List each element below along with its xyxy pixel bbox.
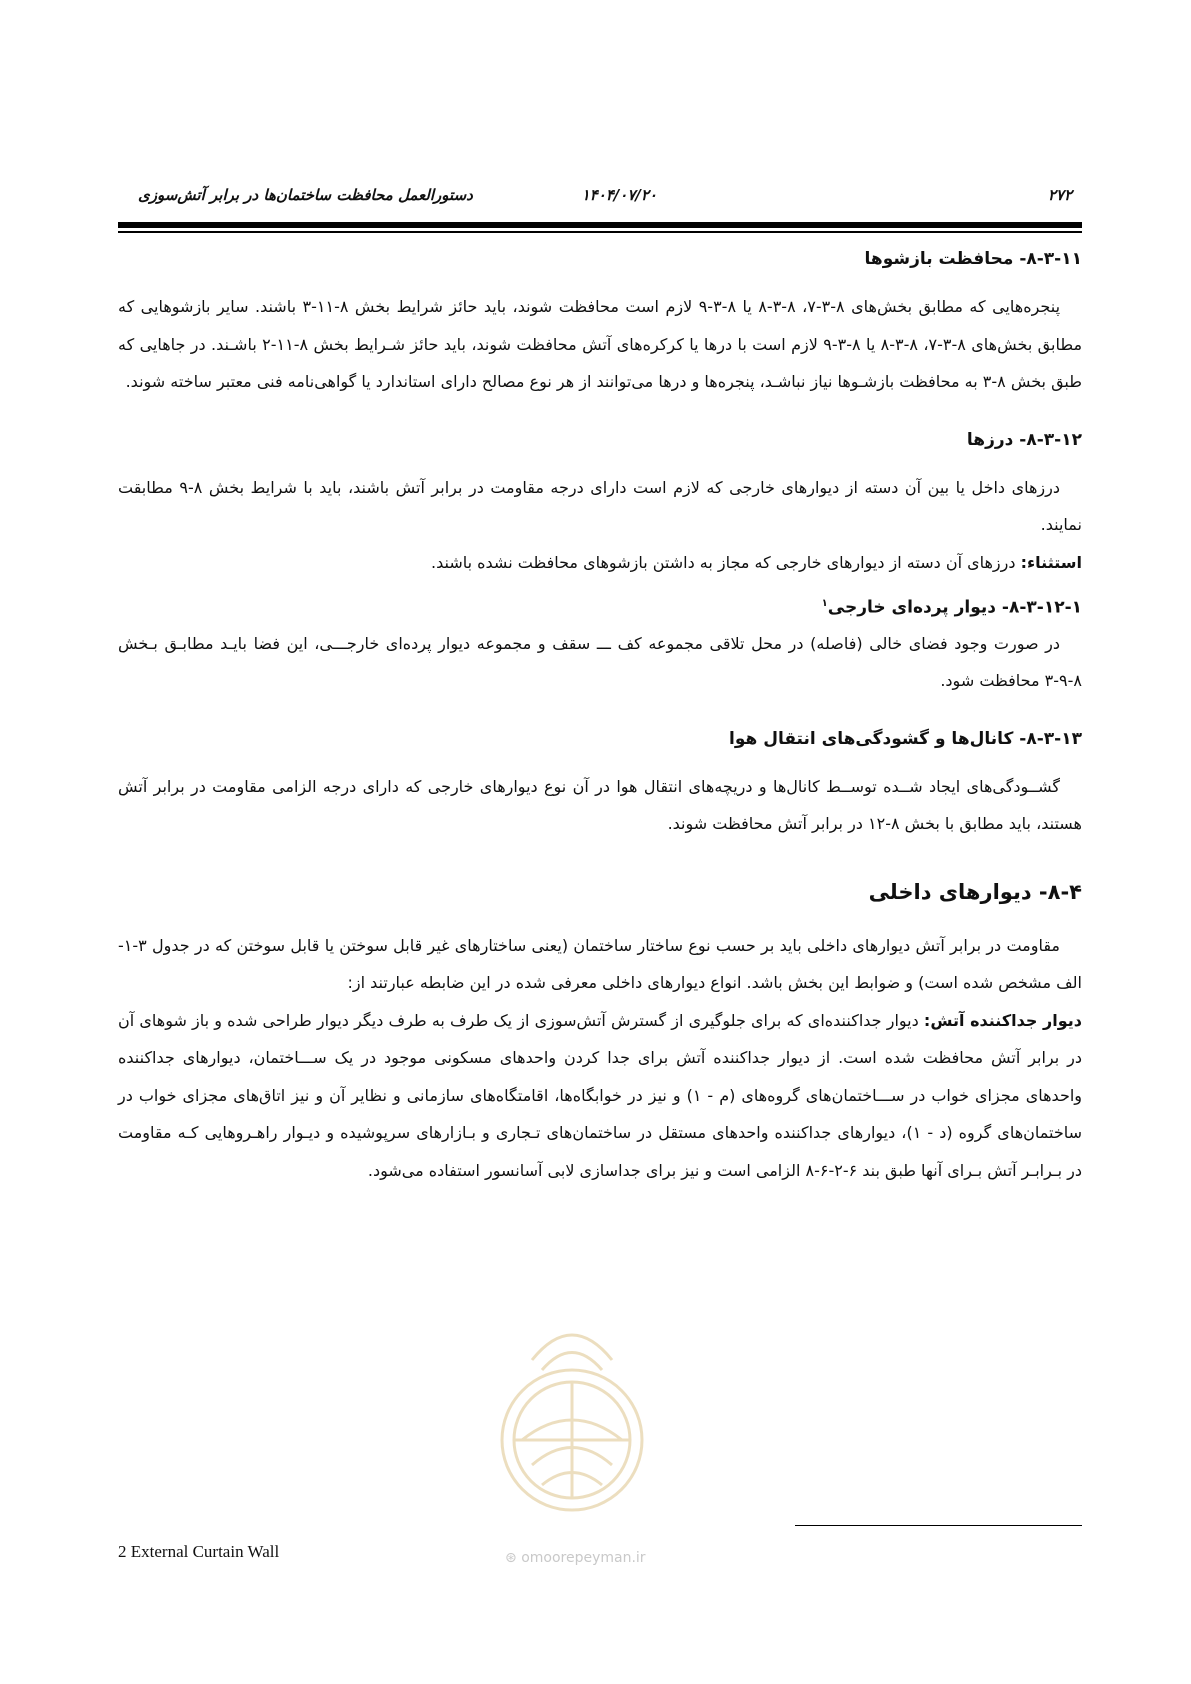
header-rule-thin [118,231,1082,233]
section-heading-8-3-13: ۸-۳-۱۳- کانال‌ها و گشودگی‌های انتقال هوا [729,728,1082,749]
exception-label: استثناء: [1020,552,1082,572]
exception-paragraph [118,544,1082,582]
section-heading-8-3-11: ۸-۳-۱۱- محافظت بازشوها [864,249,1082,269]
page-number: ۲۷۲ [1047,186,1072,204]
section-heading-8-3-12: ۸-۳-۱۲- درزها [966,429,1082,450]
page-body [118,246,1082,1189]
section-8-3-12-paragraph: درزهای داخل یا بین آن دسته از دیوارهای خارجی که لازم است دارای درجه مقاومت در برابر آتش باشند، باید با شرایط بخش ۸-۹ مطابقت نمایند. [118,477,1082,534]
subsection-heading-8-3-12-1 [118,591,1082,621]
section-8-3-11-paragraph: پنجره‌هایی که مطابق بخش‌های ۸-۳-۷، ۸-۳-۸ یا ۸-۳-۹ لازم است محافظت شوند، باید حائز شرایط بخش ۸-۱۱-۳ باشند. سایر بازشوهایی که مطابق بخش‌های ۸-۳-۷، ۸-۳-۸ یا ۸-۳-۹ لازم است با درها یا کرکره‌های آتش محافظت شوند، باید حائز شـرایط بخش ۸-۱۱-۲ باشـند. در جاهایی که طبق بخش ۸-۳ به محافظت بازشـوها نیاز نباشـد، پنجره‌ها و درها می‌توانند از هر نوع مصالح دارای استاندارد یا گواهی‌نامه فنی معتبر ساخته شوند. [118,297,1083,391]
section-8-3-13-paragraph: گشــودگی‌های ایجاد شــده توســط کانال‌ها و دریچه‌های انتقال هوا در آن نوع دیوارهای خارجی که دارای درجه الزامی مقاومت در برابر آتش هستند، باید مطابق با بخش ۸-۱۲ در برابر آتش محافظت شوند. [118,776,1082,834]
page-header [118,186,1082,208]
watermark-url-text: omoorepeyman.ir [521,1550,646,1566]
definition-label: دیوار جداکننده آتش: [923,1010,1082,1030]
watermark-url: ⊛ omoorepeyman.ir [505,1550,646,1566]
subsection-8-3-12-1-paragraph: در صورت وجود فضای خالی (فاصله) در محل تلاقی مجموعه کف ـــ سقف و مجموعه دیوار پرده‌ای خارجـــی، این فضا بایـد مطابـق بـخش ۸-۹-۳ محافظت شود. [118,633,1082,691]
definition-text: دیوار جداکننده‌ای که برای جلوگیری از گسترش آتش‌سوزی از یک طرف به طرف دیگر دیوار طراحی شده و باز شوهای آن در برابر آتش محافظت شده است. از دیوار جداکننده آتش برای جدا کردن واحدهای مسکونی موجود در یک ســـاختمان، دیوارهای جداکننده واحدهای مجزای خواب در ســـاختمان‌های گروه‌های (م - ۱) و نیز در خوابگاه‌ها، اقامتگاه‌های سازمانی و نظایر آن و نیز اتاق‌های مجزای خواب در ساختمان‌های گروه (د - ۱)، دیوارهای جداکننده واحدهای مستقل در ساختمان‌های تـجاری و بـازارهای سرپوشیده و دیـوار راهـروهایی کـه مقاومت در بـرابـر آتش بـرای آنها طبق بند ۶-۲-۶-۸ الزامی است و نیز برای جداسازی لابی آسانسور استفاده می‌شود. [118,1010,1083,1180]
footnote-separator [795,1525,1082,1526]
footnote-marker: ۱ [821,598,828,609]
exception-text: درزهای آن دسته از دیوارهای خارجی که مجاز به داشتن بازشوهای محافظت نشده باشند. [431,552,1021,572]
definition-paragraph [118,1002,1082,1190]
header-date: ۱۴۰۴/۰۷/۲۰ [581,186,657,204]
section-heading-8-4: ۸-۴- دیوارهای داخلی [868,879,1082,904]
header-rule-thick [118,222,1082,228]
header-title: دستورالعمل محافظت ساختمان‌ها در برابر آتش‌سوزی [138,186,473,204]
section-8-4-paragraph: مقاومت در برابر آتش دیوارهای داخلی باید بر حسب نوع ساختار ساختمان (یعنی ساختارهای غیر قابل سوختن یا قابل سوختن که در جدول ۳-۱-الف مشخص شده است) و ضوابط این بخش باشد. انواع دیوارهای داخلی معرفی شده در این ضابطه عبارتند از: [118,935,1082,993]
footnote: 2 External Curtain Wall [118,1542,280,1561]
subsection-heading-text: ۸-۳-۱۲-۱- دیوار پرده‌ای خارجی [827,597,1082,618]
watermark-seal-icon [482,1290,662,1530]
